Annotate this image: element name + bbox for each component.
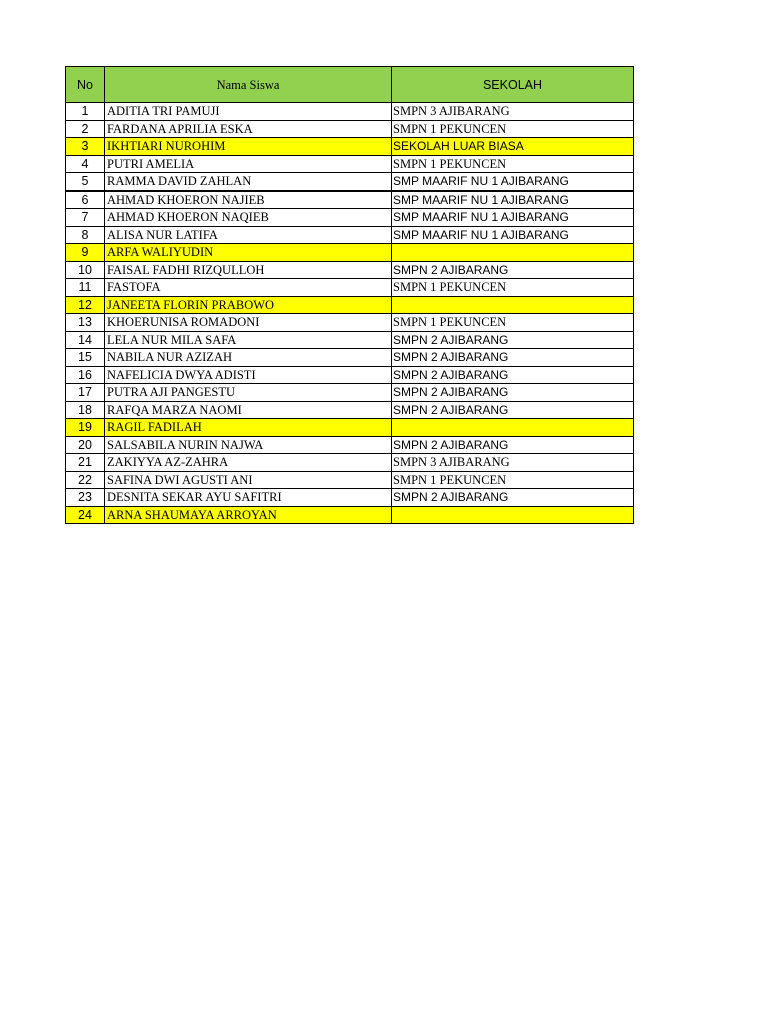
cell-no: 4 <box>66 155 105 173</box>
table-row <box>66 401 634 419</box>
cell-school: SMPN 2 AJIBARANG <box>392 366 634 384</box>
cell-student-name: RAFQA MARZA NAOMI <box>105 401 392 419</box>
cell-no: 12 <box>66 296 105 314</box>
cell-school: SMPN 2 AJIBARANG <box>392 331 634 349</box>
cell-school <box>392 506 634 524</box>
cell-school: SMPN 1 PEKUNCEN <box>392 471 634 489</box>
cell-student-name: AHMAD KHOERON NAQIEB <box>105 209 392 227</box>
cell-student-name: FAISAL FADHI RIZQULLOH <box>105 261 392 279</box>
cell-student-name: ALISA NUR LATIFA <box>105 226 392 244</box>
cell-student-name: DESNITA SEKAR AYU SAFITRI <box>105 489 392 507</box>
cell-no: 11 <box>66 279 105 297</box>
table-row <box>66 436 634 454</box>
cell-student-name: NAFELICIA DWYA ADISTI <box>105 366 392 384</box>
cell-student-name: ADITIA TRI PAMUJI <box>105 103 392 121</box>
cell-student-name: SALSABILA NURIN NAJWA <box>105 436 392 454</box>
table-row <box>66 155 634 173</box>
cell-school: SMPN 1 PEKUNCEN <box>392 314 634 332</box>
header-school: SEKOLAH <box>392 67 634 103</box>
table-row <box>66 349 634 367</box>
cell-school: SEKOLAH LUAR BIASA <box>392 138 634 156</box>
table-row <box>66 454 634 472</box>
table-row <box>66 138 634 156</box>
table-row <box>66 173 634 191</box>
cell-no: 3 <box>66 138 105 156</box>
cell-school <box>392 296 634 314</box>
table-row <box>66 191 634 209</box>
table-row <box>66 419 634 437</box>
cell-no: 24 <box>66 506 105 524</box>
cell-no: 2 <box>66 120 105 138</box>
table-row <box>66 226 634 244</box>
cell-student-name: RAMMA DAVID ZAHLAN <box>105 173 392 191</box>
table-row <box>66 103 634 121</box>
table-header-row <box>66 67 634 103</box>
cell-student-name: FARDANA APRILIA ESKA <box>105 120 392 138</box>
cell-no: 14 <box>66 331 105 349</box>
cell-school: SMPN 1 PEKUNCEN <box>392 279 634 297</box>
cell-school: SMPN 1 PEKUNCEN <box>392 155 634 173</box>
cell-no: 5 <box>66 173 105 191</box>
cell-school: SMPN 3 AJIBARANG <box>392 103 634 121</box>
table-row <box>66 314 634 332</box>
cell-no: 20 <box>66 436 105 454</box>
table-row <box>66 384 634 402</box>
cell-no: 23 <box>66 489 105 507</box>
cell-student-name: RAGIL FADILAH <box>105 419 392 437</box>
table-row <box>66 120 634 138</box>
cell-no: 13 <box>66 314 105 332</box>
cell-school: SMPN 2 AJIBARANG <box>392 489 634 507</box>
table-row <box>66 296 634 314</box>
cell-student-name: ARFA WALIYUDIN <box>105 244 392 262</box>
cell-school: SMPN 2 AJIBARANG <box>392 349 634 367</box>
header-name: Nama Siswa <box>105 67 392 103</box>
cell-school <box>392 419 634 437</box>
table-row <box>66 261 634 279</box>
cell-student-name: ARNA SHAUMAYA ARROYAN <box>105 506 392 524</box>
cell-student-name: PUTRA AJI PANGESTU <box>105 384 392 402</box>
table-row <box>66 279 634 297</box>
cell-no: 1 <box>66 103 105 121</box>
cell-no: 10 <box>66 261 105 279</box>
cell-no: 18 <box>66 401 105 419</box>
table-row <box>66 244 634 262</box>
cell-no: 7 <box>66 209 105 227</box>
cell-no: 16 <box>66 366 105 384</box>
cell-student-name: JANEETA FLORIN PRABOWO <box>105 296 392 314</box>
cell-no: 19 <box>66 419 105 437</box>
cell-school: SMPN 2 AJIBARANG <box>392 384 634 402</box>
cell-no: 9 <box>66 244 105 262</box>
cell-school: SMPN 2 AJIBARANG <box>392 261 634 279</box>
table-row <box>66 209 634 227</box>
cell-school: SMPN 2 AJIBARANG <box>392 436 634 454</box>
table-row <box>66 471 634 489</box>
cell-school: SMPN 2 AJIBARANG <box>392 401 634 419</box>
table-row <box>66 489 634 507</box>
cell-student-name: KHOERUNISA ROMADONI <box>105 314 392 332</box>
cell-school <box>392 244 634 262</box>
cell-student-name: IKHTIARI NUROHIM <box>105 138 392 156</box>
table-row <box>66 331 634 349</box>
cell-school: SMP MAARIF NU 1 AJIBARANG <box>392 209 634 227</box>
cell-no: 21 <box>66 454 105 472</box>
cell-no: 17 <box>66 384 105 402</box>
cell-school: SMP MAARIF NU 1 AJIBARANG <box>392 173 634 191</box>
table-row <box>66 366 634 384</box>
header-no: No <box>66 67 105 103</box>
cell-no: 15 <box>66 349 105 367</box>
cell-school: SMP MAARIF NU 1 AJIBARANG <box>392 226 634 244</box>
cell-school: SMPN 1 PEKUNCEN <box>392 120 634 138</box>
cell-school: SMPN 3 AJIBARANG <box>392 454 634 472</box>
cell-student-name: AHMAD KHOERON NAJIEB <box>105 191 392 209</box>
cell-school: SMP MAARIF NU 1 AJIBARANG <box>392 191 634 209</box>
table-body <box>66 103 634 524</box>
cell-student-name: NABILA NUR AZIZAH <box>105 349 392 367</box>
cell-student-name: FASTOFA <box>105 279 392 297</box>
cell-no: 8 <box>66 226 105 244</box>
cell-student-name: ZAKIYYA AZ-ZAHRA <box>105 454 392 472</box>
table-row <box>66 506 634 524</box>
cell-no: 6 <box>66 191 105 209</box>
cell-no: 22 <box>66 471 105 489</box>
student-table <box>65 66 634 524</box>
cell-student-name: LELA NUR MILA SAFA <box>105 331 392 349</box>
cell-student-name: SAFINA DWI AGUSTI ANI <box>105 471 392 489</box>
cell-student-name: PUTRI AMELIA <box>105 155 392 173</box>
